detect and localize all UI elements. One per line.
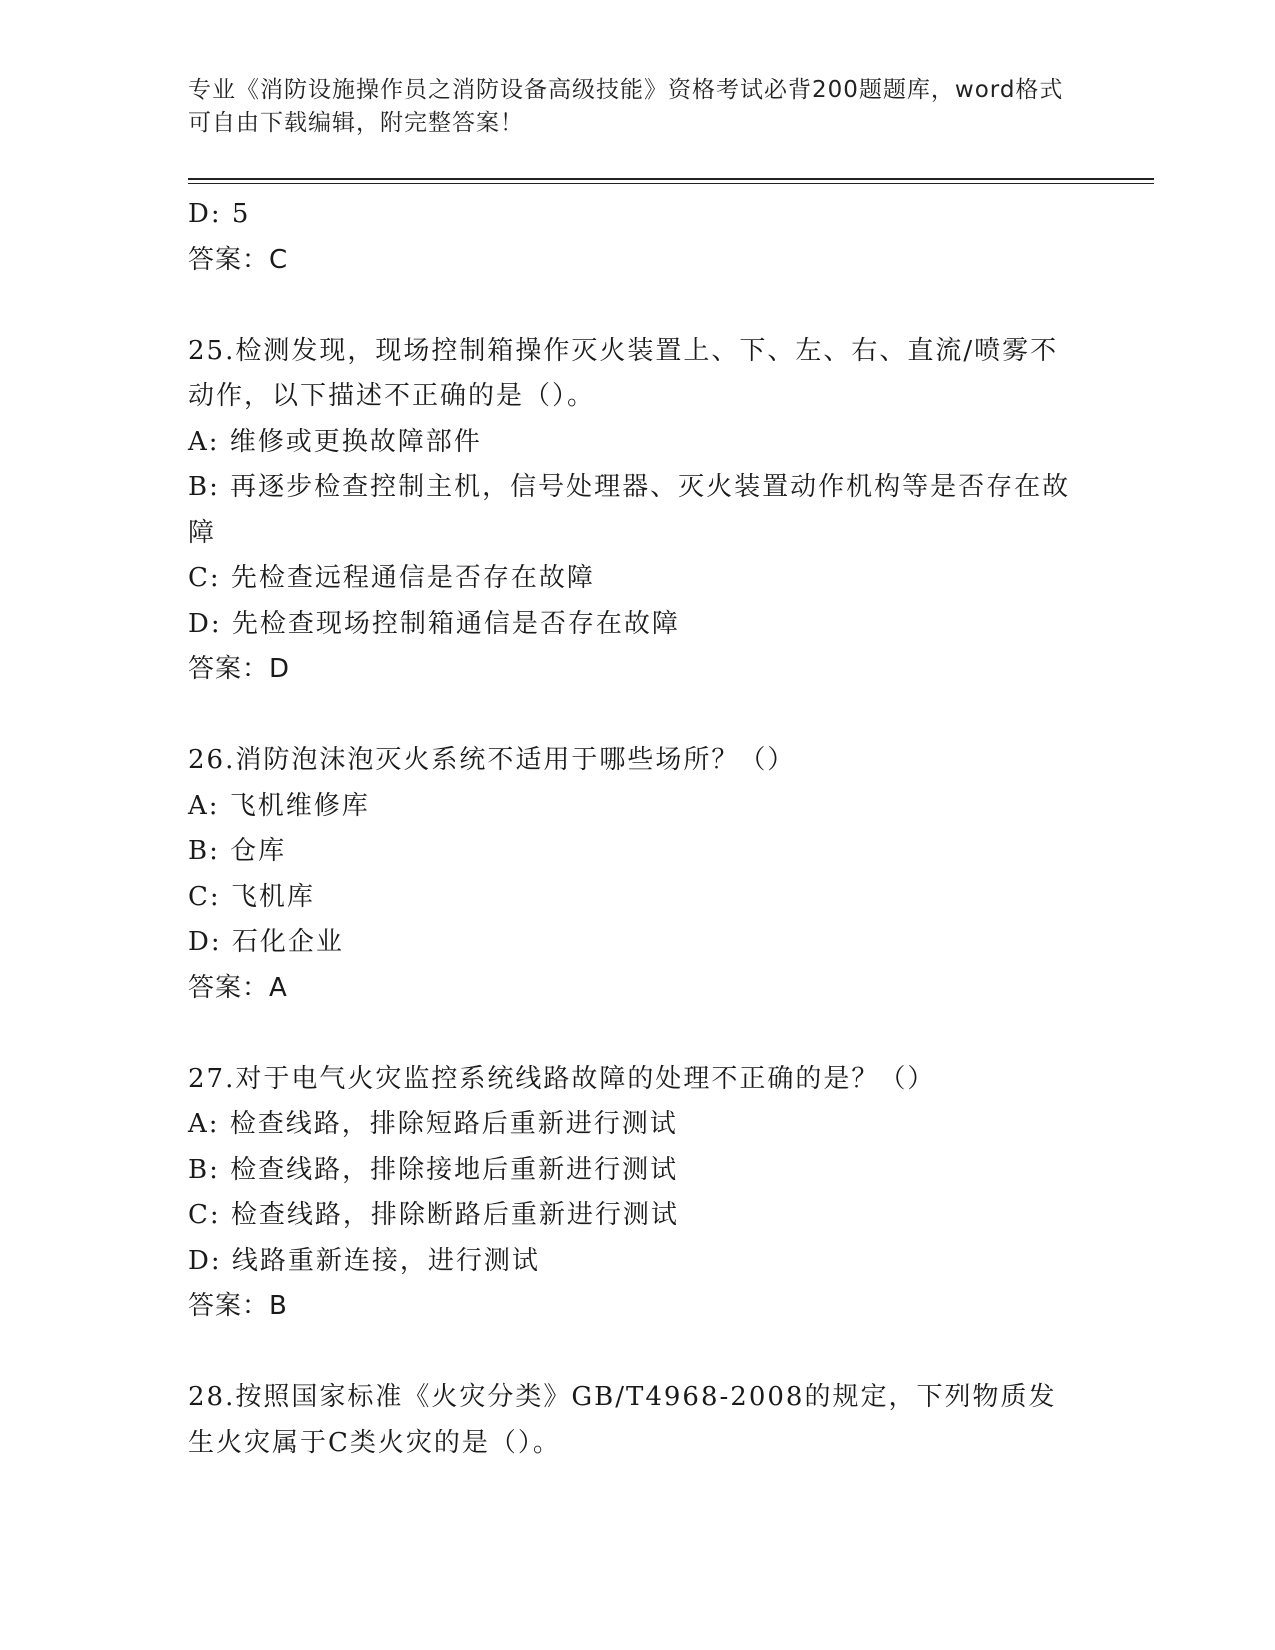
spacer xyxy=(188,1011,1078,1057)
spacer xyxy=(188,693,1078,739)
option-b: B: 再逐步检查控制主机，信号处理器、灭火装置动作机构等是否存在故障 xyxy=(188,472,1071,548)
option-d: D: 石化企业 xyxy=(188,927,344,957)
answer: 答案：A xyxy=(188,972,288,1003)
option-d: D: 线路重新连接，进行测试 xyxy=(188,1245,540,1276)
question-26 xyxy=(188,738,1078,1011)
option-a: A: 检查线路，排除短路后重新进行测试 xyxy=(188,1109,678,1139)
question-28 xyxy=(188,1375,1078,1466)
question-27 xyxy=(188,1057,1078,1330)
question-content xyxy=(188,192,1078,1466)
header-divider-thick xyxy=(188,178,1154,180)
question-stem: 28.按照国家标准《火灾分类》GB/T4968-2008的规定，下列物质发生火灾属于C类火灾的是（）。 xyxy=(188,1382,1057,1458)
prev-answer: 答案：C xyxy=(188,244,289,275)
option-c: C: 先检查远程通信是否存在故障 xyxy=(188,563,595,593)
question-stem: 27.对于电气火灾监控系统线路故障的处理不正确的是？（） xyxy=(188,1063,936,1094)
document-header: 专业《消防设施操作员之消防设备高级技能》资格考试必背200题题库，word格式可自由下载编辑，附完整答案！ xyxy=(188,77,1064,136)
option-b: B: 检查线路，排除接地后重新进行测试 xyxy=(188,1154,679,1185)
option-a: A: 维修或更换故障部件 xyxy=(188,426,482,457)
answer: 答案：D xyxy=(188,654,291,684)
question-stem: 25.检测发现，现场控制箱操作灭火装置上、下、左、右、直流/喷雾不动作，以下描述不正确的是（）。 xyxy=(188,335,1059,411)
answer: 答案：B xyxy=(188,1291,288,1321)
option-c: C: 检查线路，排除断路后重新进行测试 xyxy=(188,1200,679,1230)
question-25 xyxy=(188,329,1078,693)
prev-option-d: D: 5 xyxy=(188,199,251,229)
spacer xyxy=(188,283,1078,329)
question-stem: 26.消防泡沫泡灭火系统不适用于哪些场所？（） xyxy=(188,745,796,775)
option-d: D: 先检查现场控制箱通信是否存在故障 xyxy=(188,608,680,639)
spacer xyxy=(188,1330,1078,1376)
header-divider-thin xyxy=(188,183,1154,184)
option-a: A: 飞机维修库 xyxy=(188,790,370,821)
option-c: C: 飞机库 xyxy=(188,881,315,912)
option-b: B: 仓库 xyxy=(188,836,287,866)
